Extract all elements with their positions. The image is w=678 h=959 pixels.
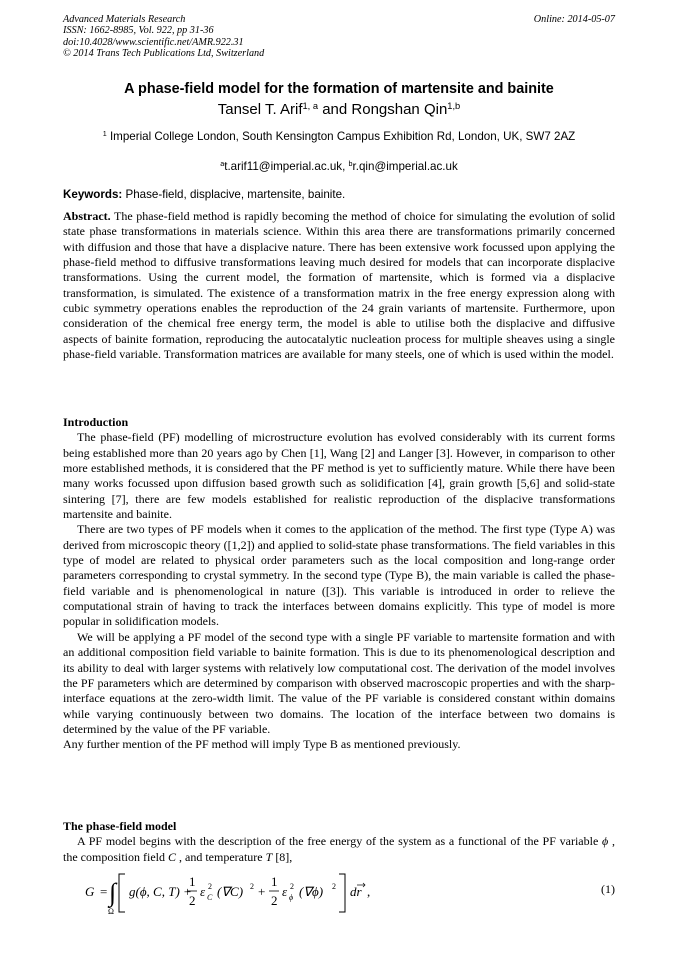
author-1-affil: 1, a: [302, 100, 319, 111]
eq-two-1: 2: [189, 893, 196, 908]
emails: [40, 160, 638, 173]
eq-grad-phi: (∇ϕ): [299, 884, 324, 899]
eq-eps-phi: ε: [282, 884, 288, 899]
abstract: [63, 209, 615, 362]
journal-header: [63, 14, 615, 60]
pf-model-heading: The phase-field model: [63, 819, 177, 833]
author-1: Tansel T. Arif: [217, 101, 303, 118]
eq-plus: +: [258, 884, 266, 899]
email-b: r.qin@imperial.ac.uk: [352, 160, 458, 173]
eq-left-bracket: [119, 874, 125, 912]
eq-sq-3: 2: [290, 882, 294, 891]
eq-one-2: 1: [271, 874, 278, 889]
eq-integral: ∫: [109, 878, 117, 907]
intro-paragraph-1: The phase-field (PF) modelling of microstructure evolution has evolved considerably with its current forms being established more than 20 years ago by Chen [1], Wang [2] and Langer [3]. However, in comparison to other more established methods, it is considered that the PF method is yet to sufficiently mature. While there have been many works focussed upon diffusion based growth such as solidification [4], grain growth [5,6] and solid-state sintering [7], there are few models established for realistic reproduction of the displacive transformations martensite and bainite.: [63, 430, 615, 522]
eq-dr: dr: [350, 884, 362, 899]
intro-paragraph-2: There are two types of PF models when it comes to the application of the method. The first type (Type A) was derived from microscopic theory ([1,2]) and applied to solid-state phase transformations. The field variables in this type of model are related to physical order parameters such as the local composition and long-range order parameters corresponding to crystal symmetry. In the second type (Type B), the main variable is called the phase-field variable and is phenomenological in nature ([3]). This variable is introduced in order to relieve the computational strain of having to track the interfaces between domains explicitly. This type of model is more popular in solidification models.: [63, 522, 615, 629]
eq-sq-4: 2: [332, 882, 336, 891]
eq-sq-2: 2: [250, 882, 254, 891]
issn: ISSN: 1662-8985, Vol. 922, pp 31-36: [63, 25, 214, 37]
equation-1: [63, 868, 615, 918]
eq-sub-phi: ϕ: [289, 893, 294, 902]
eq-g-term: g(ϕ, C, T) +: [129, 884, 192, 899]
intro-paragraph-3: We will be applying a PF model of the second type with a single PF variable to martensite formation and with an additional composition field variable to bainite formation. This is due to its phenomenological description and its ability to deal with larger systems with relatively low computational cost. The derivation of the model involves the PF parameters which are determined by comparison with observed macroscopic properties and with the sharp-interface equations at the zero-width limit. The value of the PF variable is considered constant within domains while varying continuously between two domains. The location of the interface between two domains is determined by the value of the PF variable.: [63, 629, 615, 736]
eq-two-2: 2: [271, 893, 278, 908]
eq-grad-c: (∇C): [217, 884, 244, 899]
eq-eps-c: ε: [200, 884, 206, 899]
introduction-heading: Introduction: [63, 415, 129, 429]
eq-g: G: [85, 884, 95, 899]
journal-name: Advanced Materials Research: [63, 14, 186, 25]
affil-marker: 1: [102, 129, 107, 139]
author-2-affil: 1,b: [447, 100, 461, 111]
abstract-label: Abstract.: [63, 209, 111, 223]
introduction-section: [63, 415, 615, 753]
t-symbol: T: [265, 849, 273, 864]
pf-model-paragraph-1: A PF model begins with the description of the free energy of the system as a functional of the PF variable ϕ , the composition field C , and temperature T [8],: [63, 834, 615, 864]
pf-model-section: [63, 819, 615, 865]
eq-one-1: 1: [189, 874, 196, 889]
email-a: t.arif11@imperial.ac.uk,: [224, 160, 349, 173]
phi-symbol: ϕ: [602, 834, 609, 849]
author-2: and Rongshan Qin: [318, 101, 448, 118]
eq-omega: Ω: [108, 907, 114, 916]
email-b-marker: b: [348, 159, 353, 169]
doi: doi:10.4028/www.scientific.net/AMR.922.31: [63, 36, 244, 48]
copyright: © 2014 Trans Tech Publications Ltd, Switzerland: [63, 48, 265, 60]
keywords-label: Keywords:: [63, 188, 123, 201]
affiliation-text: Imperial College London, South Kensington Campus Exhibition Rd, London, UK, SW7 2AZ: [106, 130, 576, 143]
email-a-marker: a: [220, 159, 225, 169]
paper-title: A phase-field model for the formation of martensite and bainite: [124, 81, 554, 97]
authors: [40, 101, 638, 118]
c-symbol: C: [167, 849, 176, 864]
eq-sub-c: C: [207, 893, 213, 902]
equation-number: (1): [601, 882, 615, 896]
keywords-text: Phase-field, displacive, martensite, bainite.: [122, 188, 346, 201]
abstract-text: The phase-field method is rapidly becoming the method of choice for simulating the evolution of solid state phase transformations in materials science. Within this area there are transformations primarily concerned with diffusion and those that have a displacive nature. There has been extensive work focussed upon applying the phase-field method to diffusive transformations leaving much desired for models that can incorporate displacive transformations. Using the current model, the formation of martensite, which is formed via a displacive transformation, is simulated. The existence of a transformation matrix in the free energy expression along with cubic symmetry operations enables the reproduction of the 24 grain variants of martensite. Furthermore, upon consideration of the chemical free energy term, the model is able to utilise both the displacive and diffusive aspects of bainite formation, reproducing the autocatalytic nucleation process for multiple sheaves using a single phase-field variable. Transformation matrices are available for many steels, one of which is used within the model.: [63, 209, 615, 362]
eq-sq-1: 2: [208, 882, 212, 891]
intro-paragraph-4: Any further mention of the PF method will imply Type B as mentioned previously.: [63, 737, 461, 752]
eq-comma: ,: [367, 884, 371, 899]
eq-equals: =: [100, 884, 108, 899]
keywords: [63, 188, 615, 201]
eq-right-bracket: [339, 874, 345, 912]
affiliation: [40, 130, 638, 143]
online-date: Online: 2014-05-07: [533, 14, 615, 25]
